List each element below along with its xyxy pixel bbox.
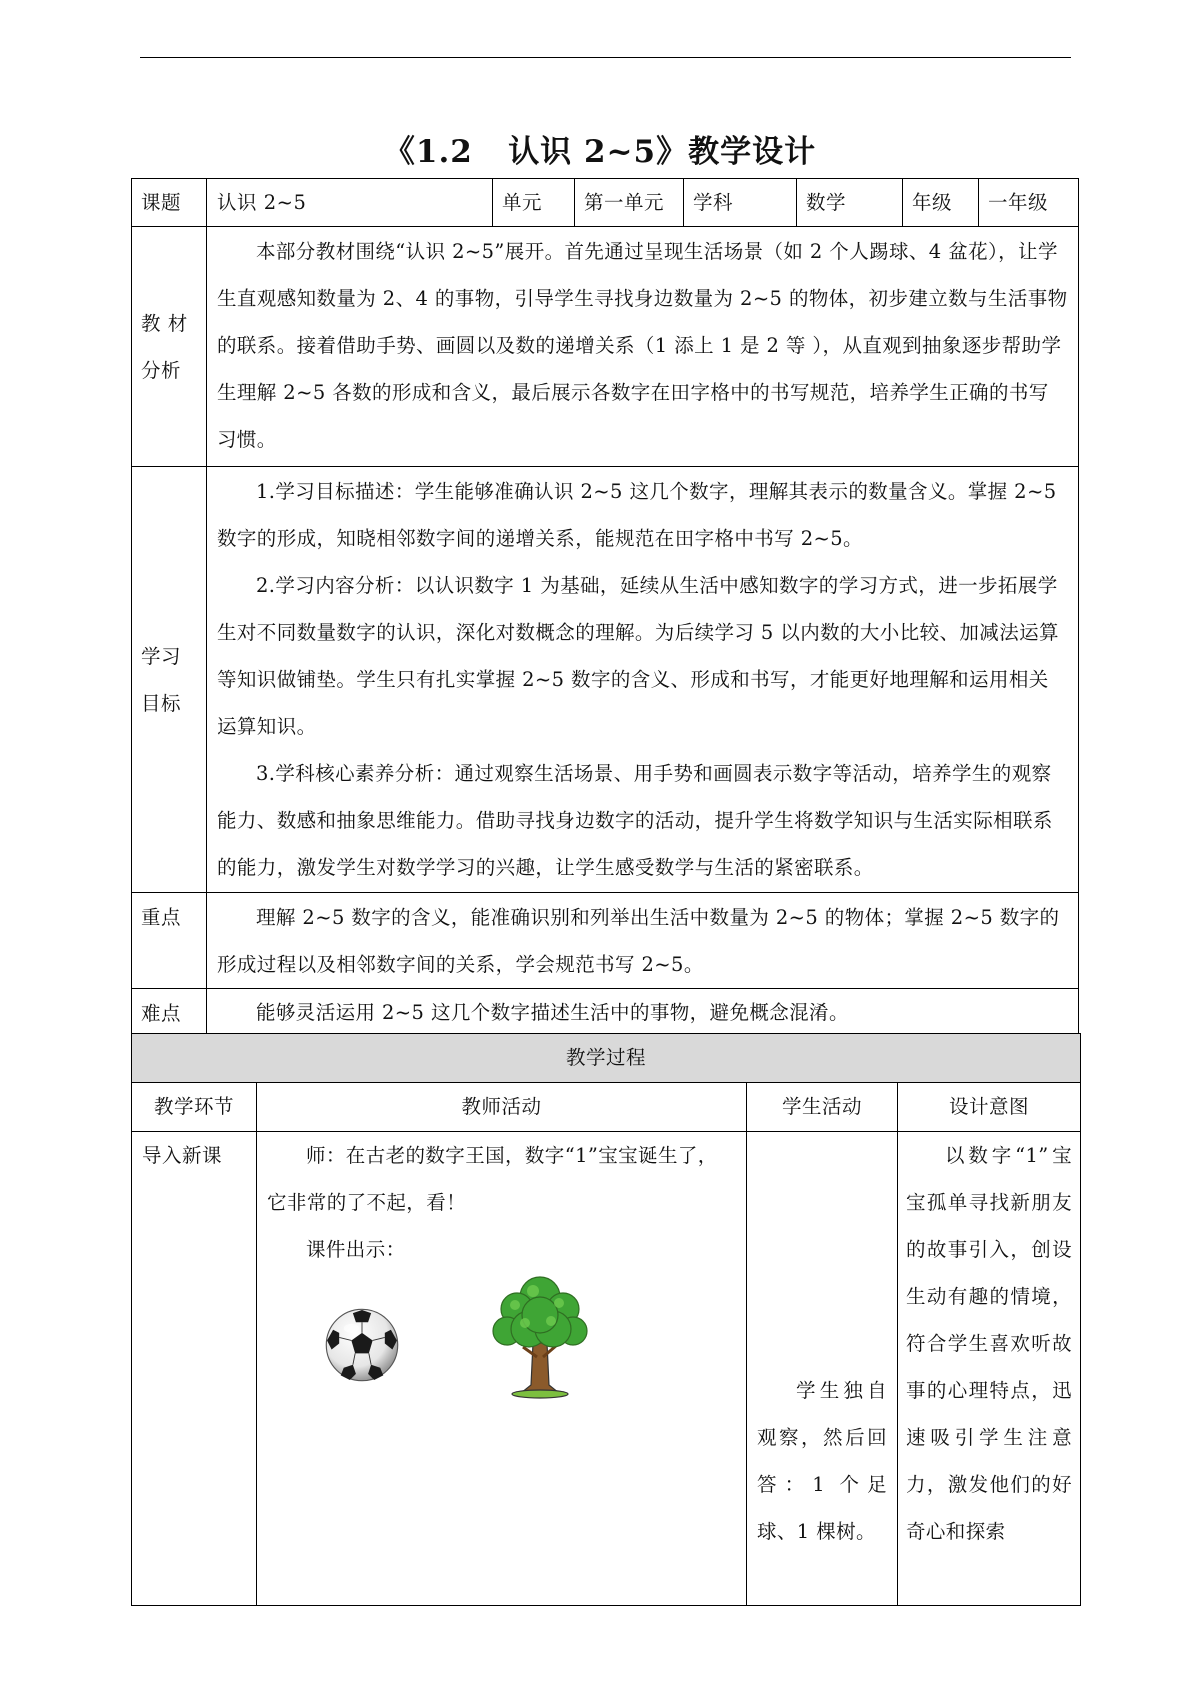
material-label-line2: 分析 [141,358,182,382]
design-intent-cell [898,1132,1081,1606]
column-header-student-activity: 学生活动 [747,1083,898,1132]
column-header-stage: 教学环节 [132,1083,257,1132]
difficulty-cell [207,989,1079,1038]
teacher-speech: 师：在古老的数字王国，数字“1”宝宝诞生了，它非常的了不起，看！ [267,1144,718,1214]
teacher-activity-cell [257,1132,747,1606]
grade-value: 一年级 [979,179,1079,227]
courseware-caption: 课件出示： [306,1238,406,1261]
soccer-ball-icon [324,1307,400,1383]
column-header-design-intent: 设计意图 [898,1083,1081,1132]
unit-label: 单元 [493,179,575,227]
subject-label: 学科 [684,179,797,227]
key-point-cell [207,893,1079,989]
learning-goals-cell [207,467,1079,893]
teaching-process-header: 教学过程 [132,1034,1081,1083]
material-analysis-text: 本部分教材围绕“认识 2~5”展开。首先通过呈现生活场景（如 2 个人踢球、4 盆花），让学生直观感知数量为 2、4 的事物，引导学生寻找身边数量为 2~5 的物体，初步建立数与生活事物的联系。接着借助手势、画圆以及数的递增关系（1 添上 1 是 2 等 ），从直观到抽象逐步帮助学生理解 2~5 各数的形成和含义，最后展示各数字在田字格中的书写规范，培养学生正确的书写习惯。 [217,240,1068,451]
column-header-teacher-activity: 教师活动 [257,1083,747,1132]
difficulty-label: 难点 [132,989,207,1038]
key-point-text: 理解 2~5 数字的含义，能准确识别和列举出生活中数量为 2~5 的物体；掌握 2~5 数字的形成过程以及相邻数字间的关系，学会规范书写 2~5。 [217,906,1060,976]
grade-label: 年级 [903,179,979,227]
teaching-process-table [131,1033,1081,1606]
subject-value: 数学 [797,179,903,227]
material-analysis-cell [207,227,1079,467]
goal-paragraph-1: 1.学习目标描述：学生能够准确认识 2~5 这几个数字，理解其表示的数量含义。掌握 2~5 数字的形成，知晓相邻数字间的递增关系，能规范在田字格中书写 2~5。 [217,480,1057,550]
courseware-images [267,1273,736,1453]
tree-icon [485,1273,595,1401]
difficulty-text: 能够灵活运用 2~5 这几个数字描述生活中的事物，避免概念混淆。 [256,1001,849,1024]
material-analysis-label [132,227,207,467]
goals-label-line1: 学习 [141,644,182,668]
course-value: 认识 2~5 [207,179,493,227]
unit-value: 第一单元 [575,179,684,227]
key-point-label: 重点 [132,893,207,989]
lesson-info-table [131,178,1079,1038]
student-activity-cell [747,1132,898,1606]
material-label-line1: 教 材 [141,311,188,335]
header-rule [140,57,1071,58]
learning-goals-label [132,467,207,893]
goal-paragraph-2: 2.学习内容分析：以认识数字 1 为基础，延续从生活中感知数字的学习方式，进一步拓展学生对不同数量数字的认识，深化对数概念的理解。为后续学习 5 以内数的大小比较、加减法运算等知识做铺垫。学生只有扎实掌握 2~5 数字的含义、形成和书写，才能更好地理解和运用相关运算知识。 [217,574,1059,738]
goal-paragraph-3: 3.学科核心素养分析：通过观察生活场景、用手势和画圆表示数字等活动，培养学生的观察能力、数感和抽象思维能力。借助寻找身边数字的活动，提升学生将数学知识与生活实际相联系的能力，激发学生对数学学习的兴趣，让学生感受数学与生活的紧密联系。 [217,762,1053,879]
stage-cell [132,1132,257,1606]
student-activity-text: 学生独自观察，然后回答：1 个足球、1 棵树。 [757,1379,887,1543]
course-label: 课题 [132,179,207,227]
design-intent-text: 以数字“1”宝宝孤单寻找新朋友的故事引入，创设生动有趣的情境，符合学生喜欢听故事的心理特点，迅速吸引学生注意力，激发他们的好奇心和探索 [906,1144,1073,1543]
goals-label-line2: 目标 [141,691,182,715]
stage-name: 导入新课 [142,1144,223,1167]
document-title: 《1.2 认识 2~5》教学设计 [383,134,817,170]
